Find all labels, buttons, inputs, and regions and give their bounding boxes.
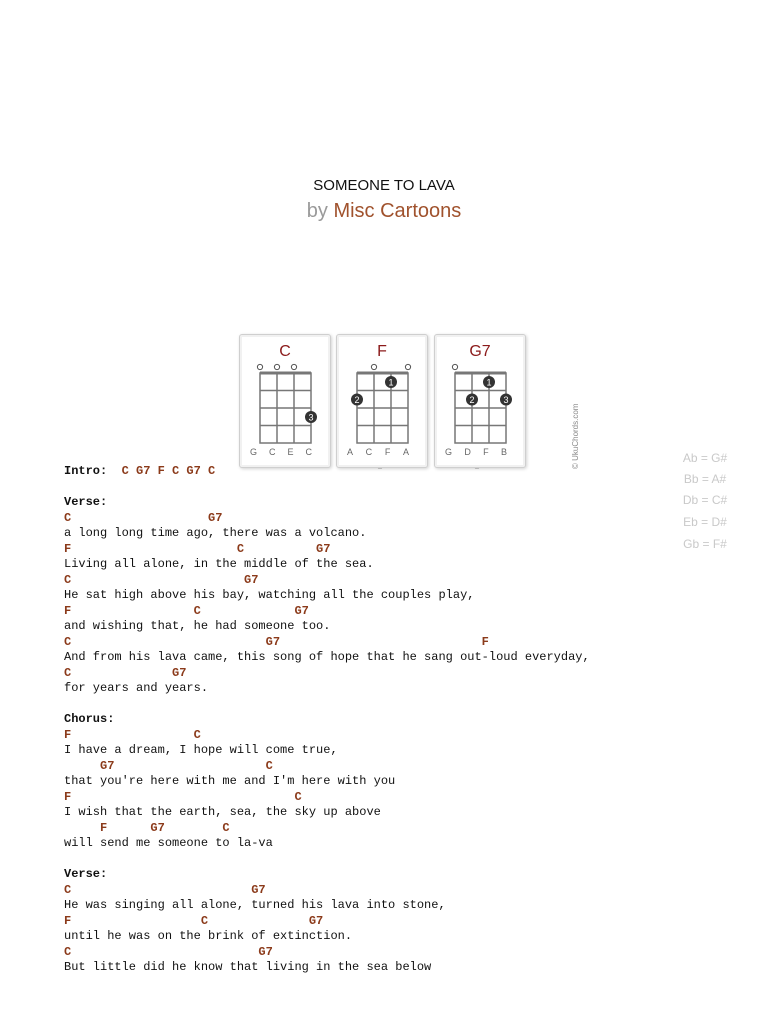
chord-chart-g7[interactable] (434, 334, 580, 469)
string-label: C (365, 447, 373, 457)
lyric-line: He sat high above his bay, watching all the couples play, (64, 588, 475, 602)
enharmonic-item: Ab = G# (682, 451, 728, 465)
song-artist-line (0, 200, 768, 223)
chord-line: F C G7 (64, 913, 324, 928)
lyric-line: that you're here with me and I'm here with you (64, 774, 396, 788)
blank-line (64, 852, 754, 868)
chord-chart-name: F (377, 343, 387, 360)
string-label: B (500, 447, 507, 457)
enharmonic-item: Db = C# (682, 493, 728, 507)
lyric-line: and wishing that, he had someone too. (64, 619, 331, 633)
lyric-line: He was singing all alone, turned his lava into stone, (64, 898, 446, 912)
string-label: G (445, 447, 453, 457)
string-label: D (464, 447, 471, 457)
song-sheet (64, 464, 754, 976)
chord-line: C G7 (64, 665, 187, 680)
string-label: G (250, 447, 258, 457)
svg-text:1: 1 (388, 377, 394, 388)
string-label: C (305, 447, 312, 457)
svg-text:2: 2 (354, 395, 360, 405)
string-label: A (402, 447, 409, 457)
lyric-line: for years and years. (64, 681, 209, 695)
string-label: C (269, 447, 276, 457)
lyric-line: But little did he know that living in the sea below (64, 960, 432, 974)
song-title: SOMEONE TO LAVA (313, 177, 455, 194)
watermark: © UkuChords.com (571, 403, 580, 469)
string-label: E (287, 447, 294, 457)
lyric-line: And from his lava came, this song of hope that he sang out-loud everyday, (64, 650, 590, 664)
blank-line (64, 480, 754, 496)
chord-chart-c[interactable] (239, 334, 331, 468)
by-label: by (306, 200, 328, 222)
chord-line: G7 C (64, 758, 273, 773)
chord-chart-name: C (279, 343, 291, 360)
blank-line (64, 697, 754, 713)
lyric-line: I wish that the earth, sea, the sky up above (64, 805, 381, 819)
chord-line: C G7 F (64, 634, 489, 649)
string-labels (347, 447, 409, 457)
intro-label: Intro: (64, 464, 108, 478)
svg-text:1: 1 (486, 377, 492, 388)
lyric-line: will send me someone to la-va (64, 836, 273, 850)
intro-line (64, 464, 754, 480)
chord-line: F C (64, 789, 302, 804)
string-labels (250, 447, 312, 457)
svg-text:3: 3 (308, 412, 314, 423)
chord-line: C G7 (64, 882, 266, 897)
lyric-line: I have a dream, I hope will come true, (64, 743, 338, 757)
chord-line: F G7 C (64, 820, 230, 835)
svg-text:3: 3 (503, 395, 509, 405)
section-label: Verse: (64, 867, 108, 881)
lyric-line: until he was on the brink of extinction. (64, 929, 353, 943)
enharmonic-item: Eb = D# (683, 515, 727, 529)
lyric-line: Living all alone, in the middle of the sea. (64, 557, 374, 571)
artist-link[interactable]: Misc Cartoons (333, 200, 462, 222)
chord-line: F C G7 (64, 541, 331, 556)
string-labels (445, 447, 507, 457)
section-label: Chorus: (64, 712, 115, 726)
chord-line: C G7 (64, 944, 273, 959)
chord-line: C G7 (64, 510, 223, 525)
chord-chart-name: G7 (469, 343, 491, 360)
chord-line: C G7 (64, 572, 259, 587)
svg-text:2: 2 (469, 395, 475, 405)
string-label: F (483, 447, 489, 457)
intro-chords: C G7 F C G7 C (121, 464, 216, 478)
lyric-line: a long long time ago, there was a volcano. (64, 526, 367, 540)
sheet-lines (64, 480, 754, 976)
string-label: F (384, 447, 391, 457)
chord-line: F C G7 (64, 603, 309, 618)
chord-chart-f[interactable] (336, 334, 428, 468)
enharmonic-item: Bb = A# (683, 472, 727, 486)
chord-line: F C (64, 727, 201, 742)
section-label: Verse: (64, 495, 108, 509)
enharmonic-item: Gb = F# (683, 537, 727, 551)
string-label: A (347, 447, 354, 457)
